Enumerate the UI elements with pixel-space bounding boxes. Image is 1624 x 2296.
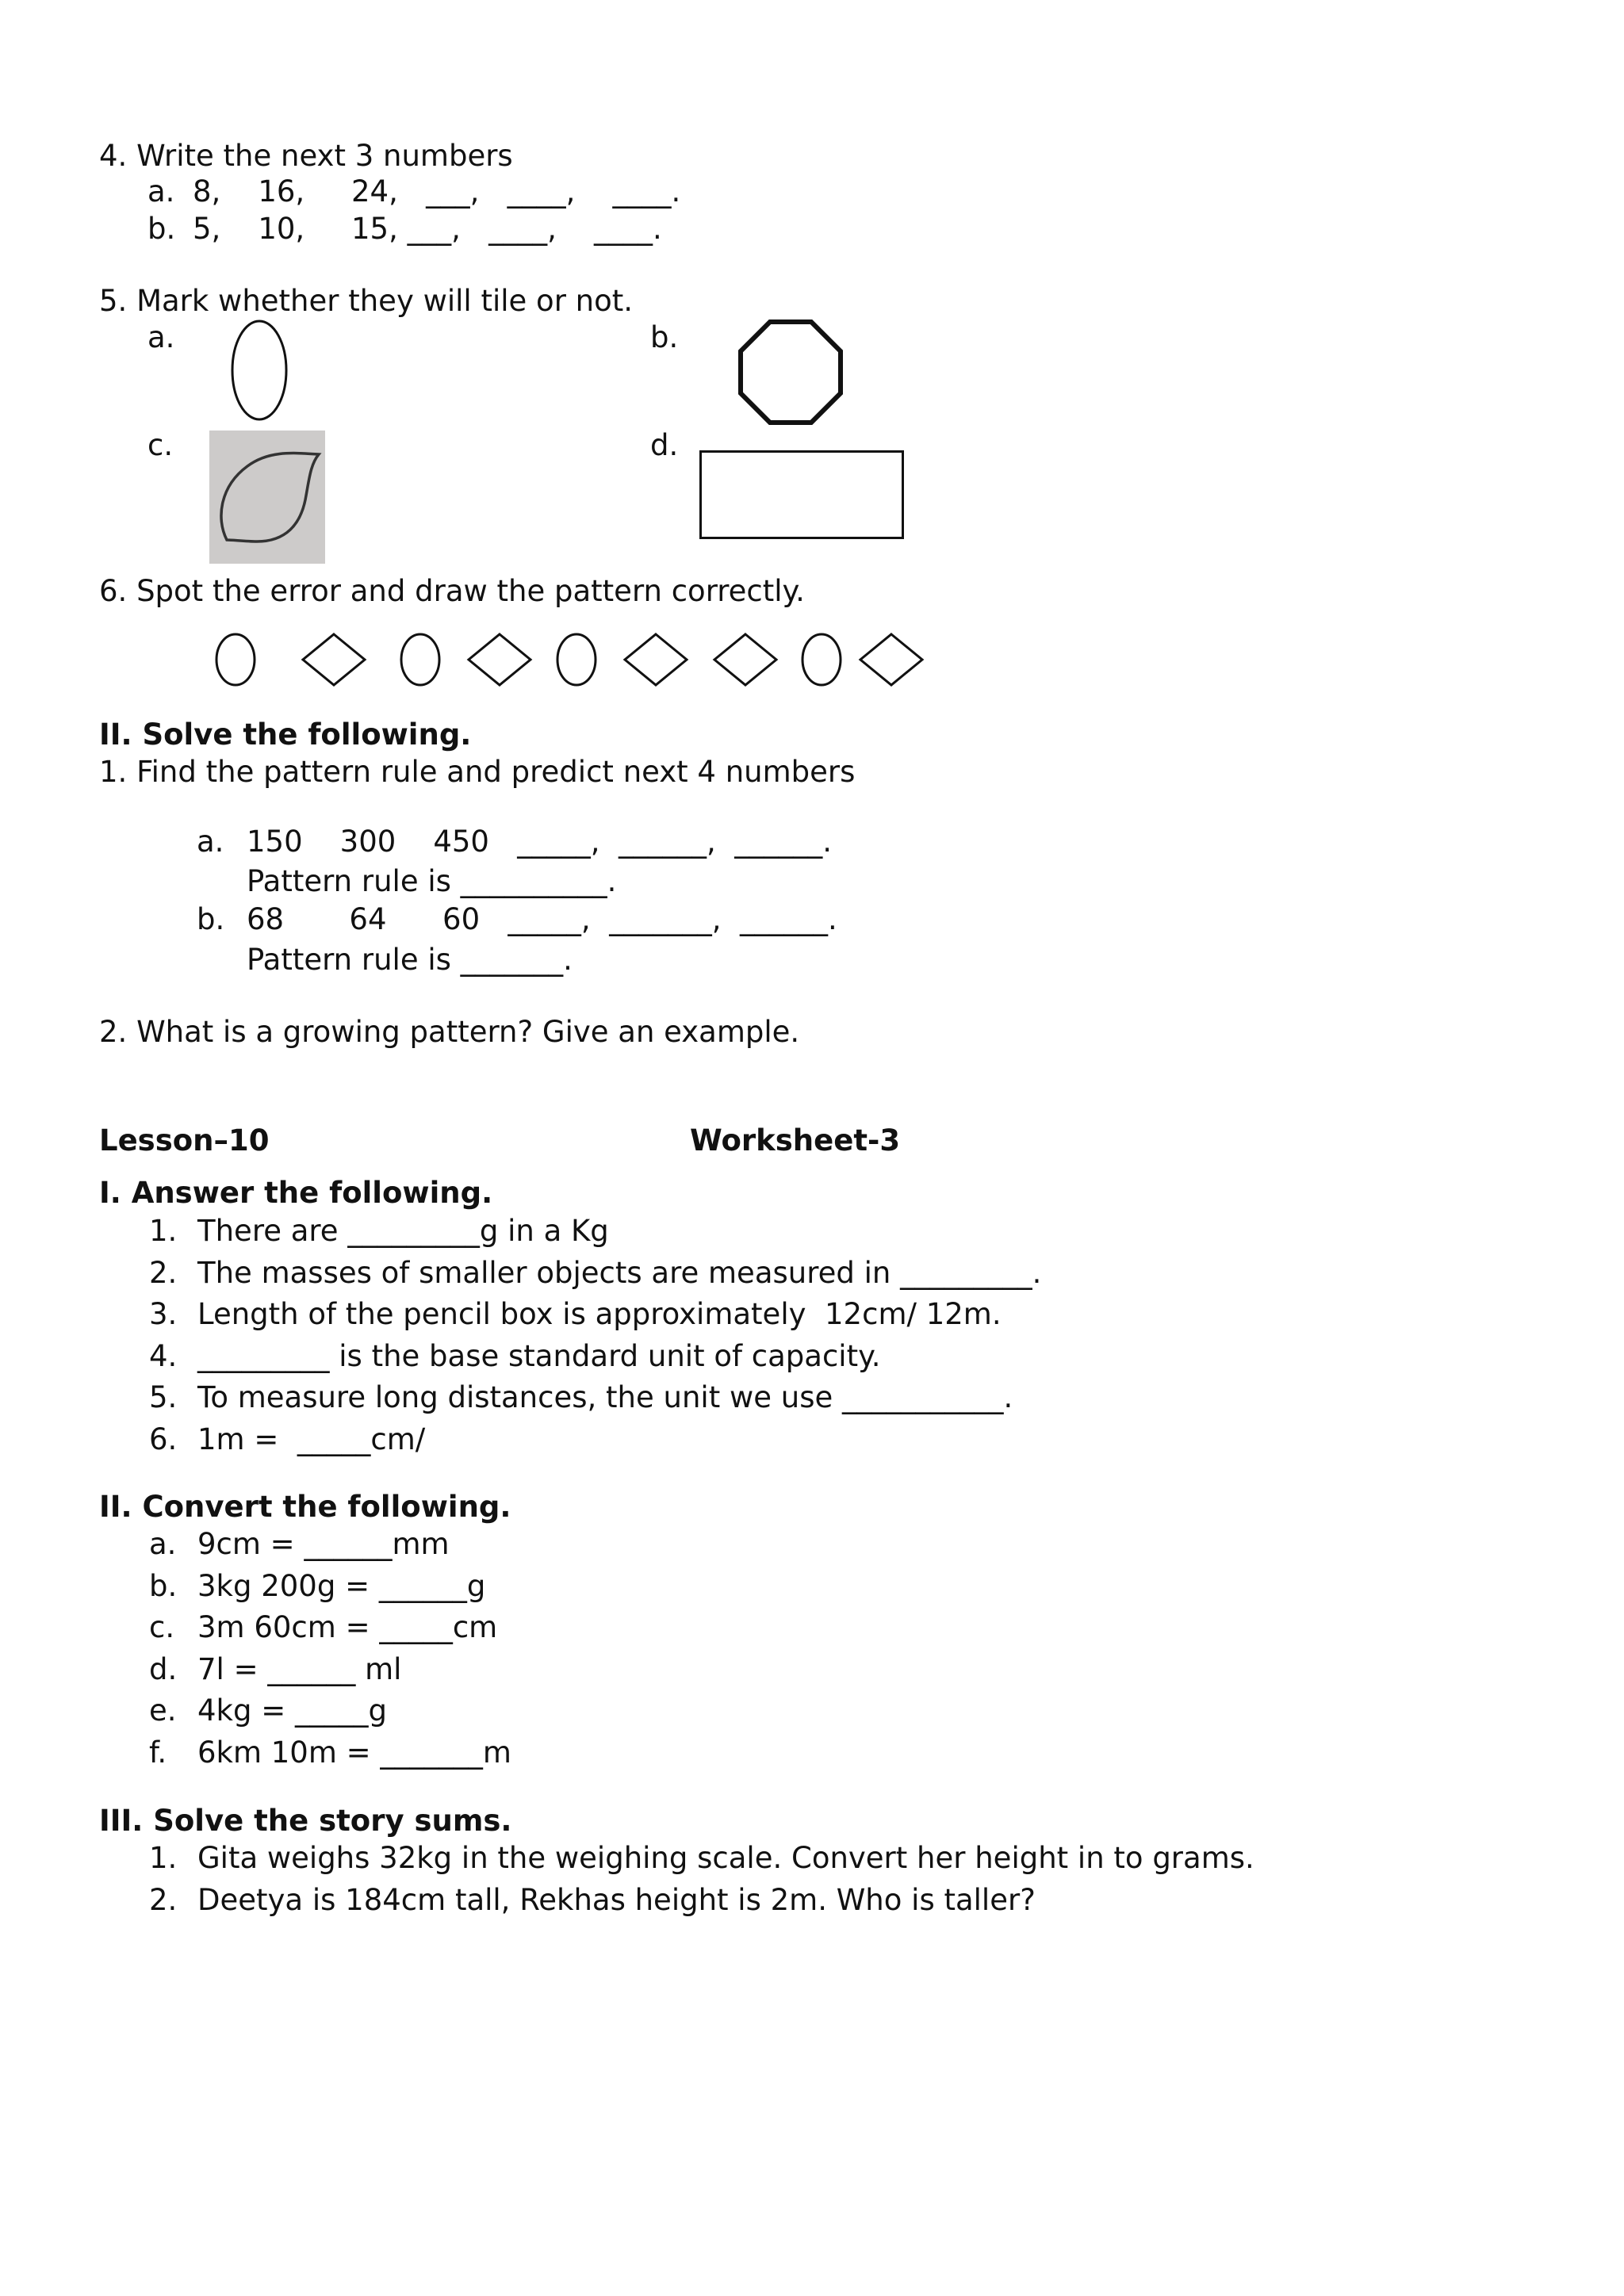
- list-item-text: To measure long distances, the unit we use ___________.: [197, 1380, 1013, 1414]
- q4-b-marker: b.: [147, 212, 176, 246]
- list-item-text: 3kg 200g = ______g: [197, 1568, 486, 1603]
- q4-b-text: 5, 10, 15, ___, ____, ____.: [193, 212, 662, 246]
- q4-a-marker: a.: [147, 174, 175, 209]
- list-item-marker: d.: [149, 1651, 178, 1686]
- list-item-text: 9cm = ______mm: [197, 1527, 450, 1561]
- section2-a-seq: 150 300 450 _____, ______, ______.: [247, 825, 833, 859]
- list-item-marker: 2.: [149, 1255, 178, 1290]
- section2-b-seq: 68 64 60 _____, _______, ______.: [247, 902, 837, 936]
- list-item-marker: 5.: [149, 1380, 178, 1414]
- list-item-text: 6km 10m = _______m: [197, 1735, 511, 1770]
- section2-heading: II. Solve the following.: [99, 718, 472, 752]
- list-item-text: Length of the pencil box is approximately 12cm/ 12m.: [197, 1297, 1002, 1331]
- lesson-title: Lesson–10: [99, 1123, 270, 1158]
- section2-q1-heading: 1. Find the pattern rule and predict next 4 numbers: [99, 755, 856, 789]
- list-item-marker: e.: [149, 1693, 177, 1728]
- list-item-text: 7l = ______ ml: [197, 1651, 402, 1686]
- list-item-text: _________ is the base standard unit of capacity.: [197, 1338, 881, 1373]
- list-item-text: Deetya is 184cm tall, Rekhas height is 2m. Who is taller?: [197, 1882, 1036, 1917]
- list-item-marker: 3.: [149, 1297, 178, 1331]
- list-item-marker: c.: [149, 1610, 175, 1644]
- list-item-marker: 6.: [149, 1422, 178, 1456]
- list-item-marker: b.: [149, 1568, 178, 1603]
- octagon-shape: [737, 320, 845, 427]
- part3-heading: III. Solve the story sums.: [99, 1804, 512, 1838]
- list-item-text: Gita weighs 32kg in the weighing scale. Convert her height in to grams.: [197, 1841, 1254, 1875]
- list-item-text: The masses of smaller objects are measured in _________.: [197, 1255, 1042, 1290]
- list-item-marker: a.: [149, 1527, 177, 1561]
- section2-b-rule: Pattern rule is _______.: [247, 943, 573, 977]
- leaf-shape-photo: [209, 430, 325, 564]
- list-item-text: 3m 60cm = _____cm: [197, 1610, 498, 1644]
- section2-a-marker: a.: [197, 825, 224, 859]
- list-item-marker: 1.: [149, 1841, 178, 1875]
- q5-heading: 5. Mark whether they will tile or not.: [99, 284, 634, 318]
- list-item-text: 1m = _____cm/: [197, 1422, 426, 1456]
- section2-a-rule: Pattern rule is __________.: [247, 864, 617, 898]
- q4-a-text: 8, 16, 24, ___, ____, ____.: [193, 174, 681, 209]
- q4-heading: 4. Write the next 3 numbers: [99, 139, 513, 173]
- list-item-text: There are _________g in a Kg: [197, 1214, 609, 1248]
- worksheet-title: Worksheet-3: [690, 1123, 901, 1158]
- list-item-marker: 2.: [149, 1882, 178, 1917]
- pattern-shapes-row: [206, 630, 928, 694]
- q5-d-marker: d.: [650, 428, 679, 462]
- part2-heading: II. Convert the following.: [99, 1490, 511, 1524]
- oval-shape: [230, 317, 289, 424]
- q5-b-marker: b.: [650, 320, 679, 354]
- q6-heading: 6. Spot the error and draw the pattern correctly.: [99, 574, 805, 608]
- q5-a-marker: a.: [147, 320, 175, 354]
- list-item-marker: 4.: [149, 1338, 178, 1373]
- section2-b-marker: b.: [197, 902, 225, 936]
- q5-c-marker: c.: [147, 428, 174, 462]
- list-item-marker: 1.: [149, 1214, 178, 1248]
- rectangle-shape: [699, 450, 906, 541]
- section2-q2: 2. What is a growing pattern? Give an example.: [99, 1015, 800, 1049]
- list-item-marker: f.: [149, 1735, 167, 1770]
- list-item-text: 4kg = _____g: [197, 1693, 387, 1728]
- part1-heading: I. Answer the following.: [99, 1176, 493, 1210]
